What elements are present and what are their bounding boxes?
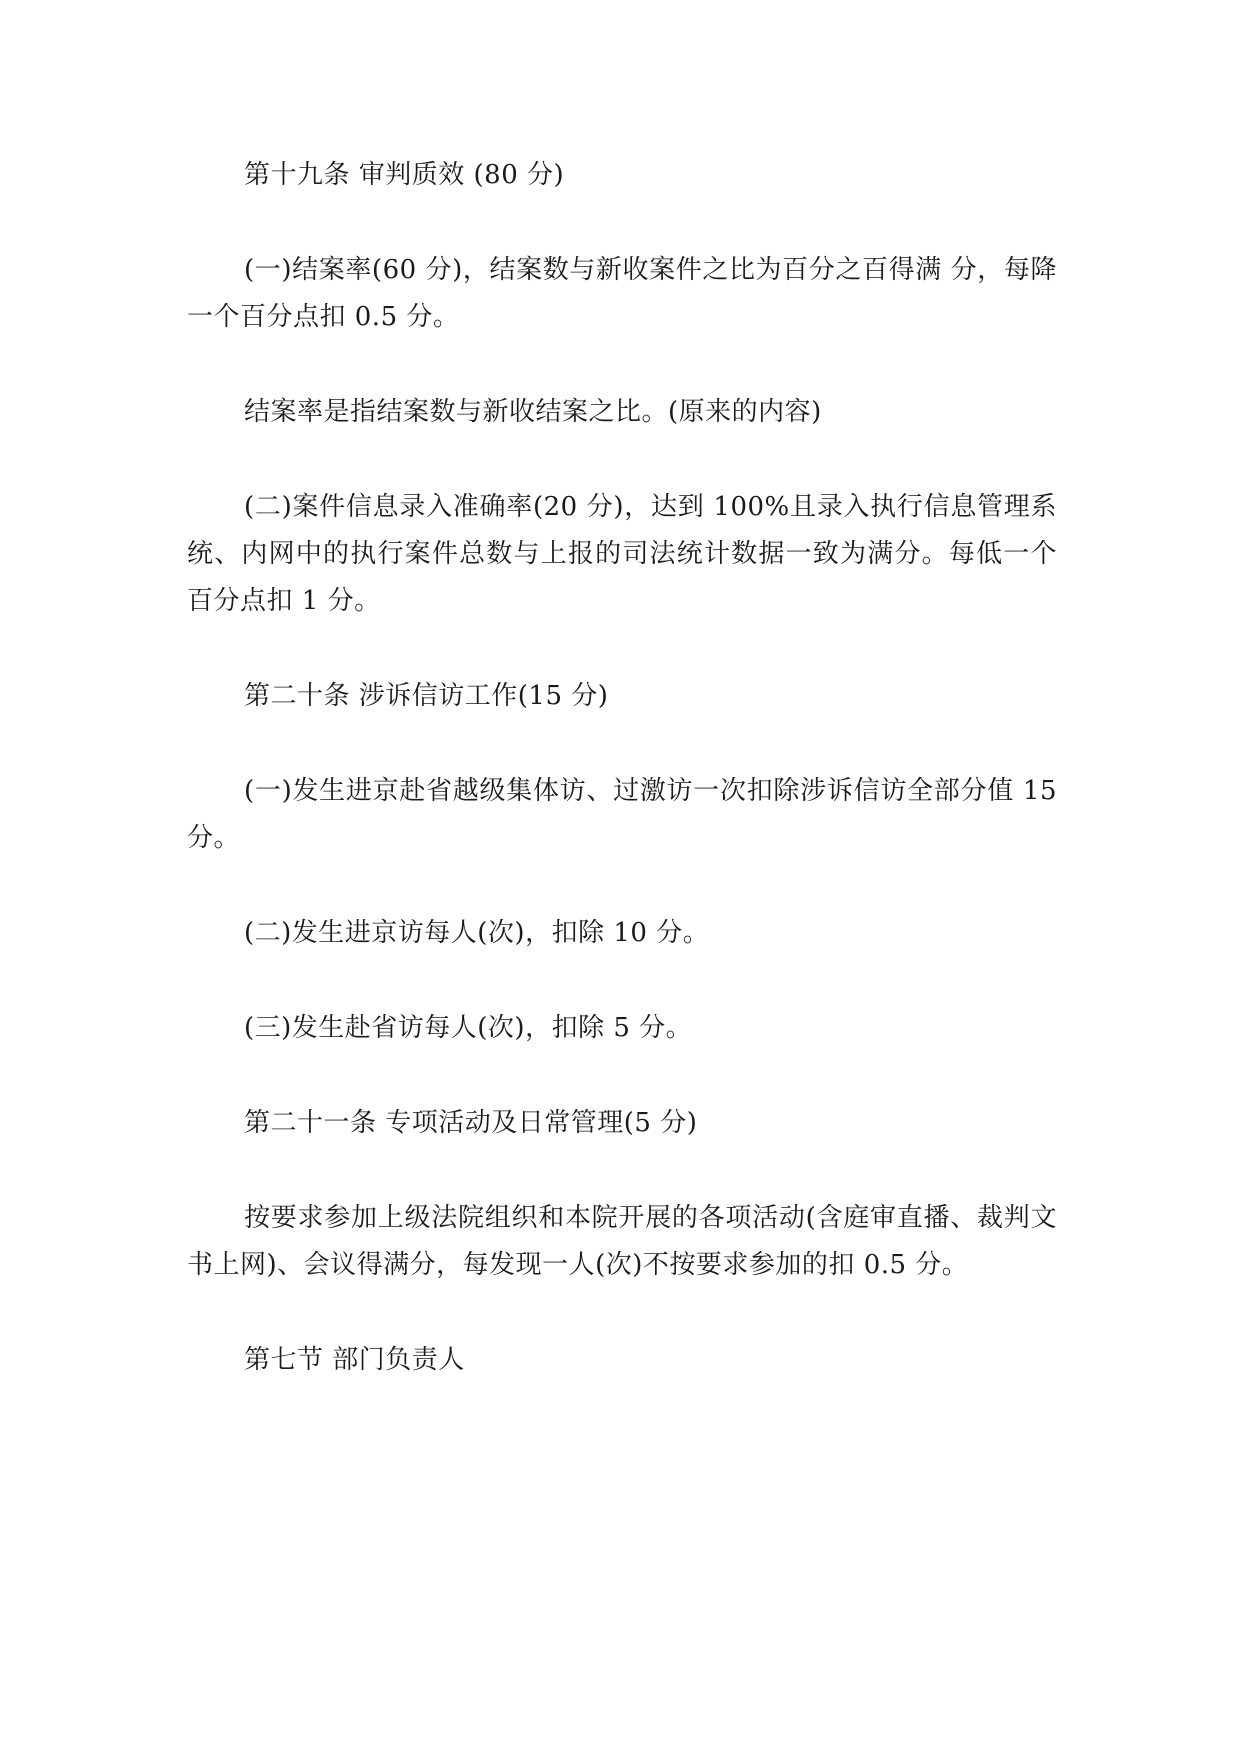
article-20-item-1: (一)发生进京赴省越级集体访、过激访一次扣除涉诉信访全部分值 15 分。 (187, 776, 1057, 853)
section-7-heading: 第七节 部门负责人 (244, 1345, 465, 1375)
article-19-item-1: (一)结案率(60 分)，结案数与新收案件之比为百分之百得满 分，每降一个百分点扣 0.5 分。 (187, 255, 1057, 332)
article-19-heading: 第十九条 审判质效 (80 分) (244, 160, 565, 190)
article-21-body: 按要求参加上级法院组织和本院开展的各项活动(含庭审直播、裁判文书上网)、会议得满分，每发现一人(次)不按要求参加的扣 0.5 分。 (187, 1203, 1057, 1280)
article-20-item-2: (二)发生进京访每人(次)，扣除 10 分。 (244, 918, 710, 948)
document-body (187, 152, 1057, 1432)
article-19-item-2: (二)案件信息录入准确率(20 分)，达到 100%且录入执行信息管理系统、内网中的执行案件总数与上报的司法统计数据一致为满分。每低一个百分点扣 1 分。 (187, 492, 1057, 616)
article-20-item-3: (三)发生赴省访每人(次)，扣除 5 分。 (244, 1013, 693, 1043)
article-20-heading: 第二十条 涉诉信访工作(15 分) (244, 681, 609, 711)
article-19-note: 结案率是指结案数与新收结案之比。(原来的内容) (244, 397, 822, 427)
article-21-heading: 第二十一条 专项活动及日常管理(5 分) (244, 1108, 698, 1138)
